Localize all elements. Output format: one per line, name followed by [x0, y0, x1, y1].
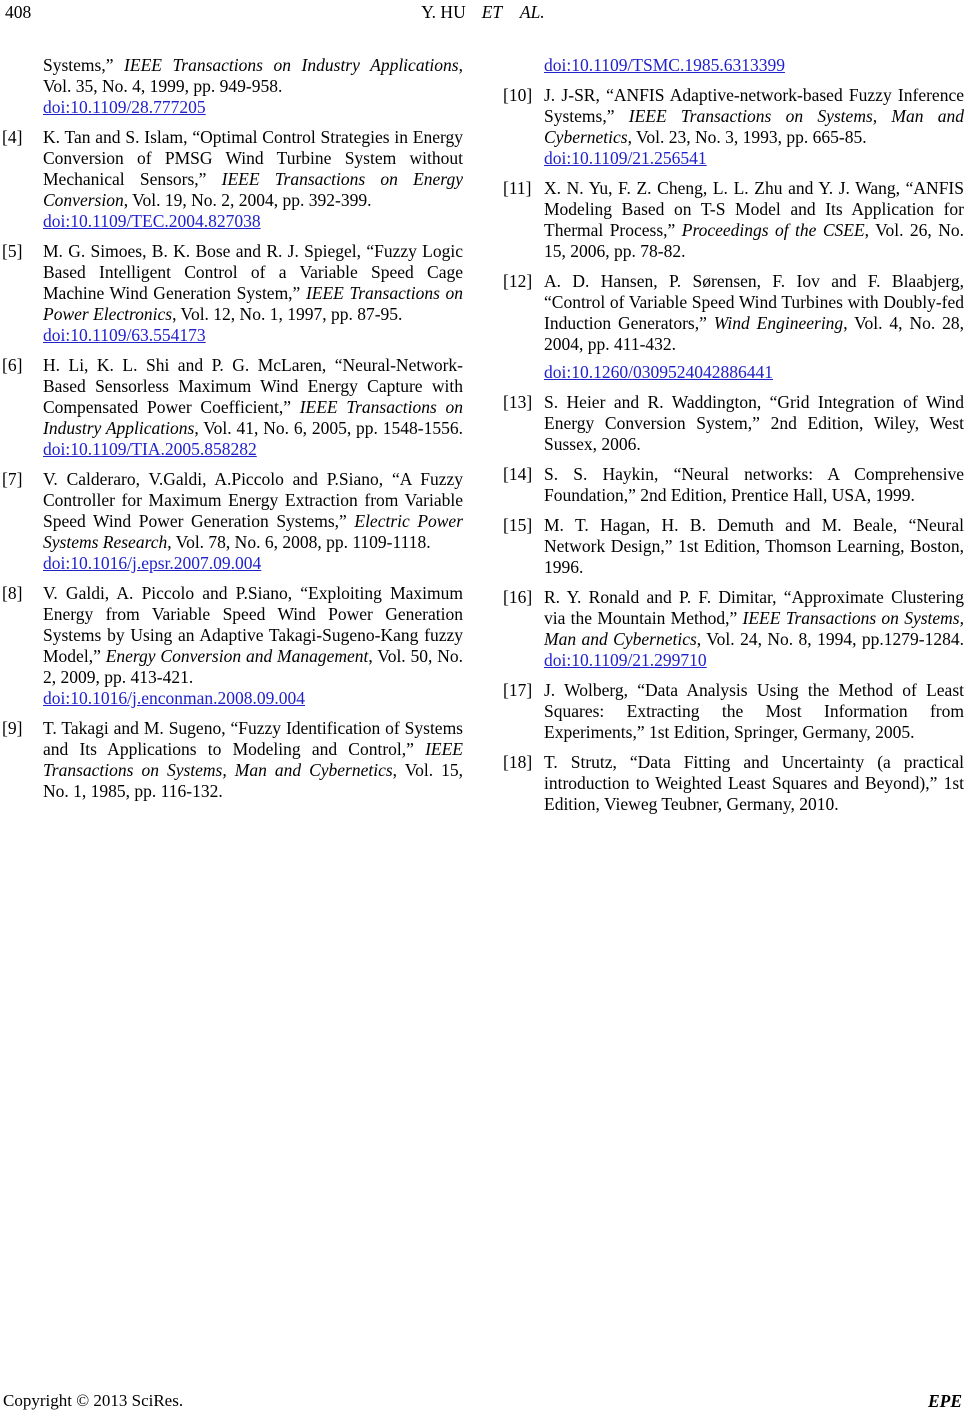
reference-entry — [503, 392, 964, 455]
journal-abbreviation: EPE — [927, 1391, 962, 1411]
journal-title: IEEE Transactions on Energy Conversion — [43, 169, 463, 210]
journal-title: IEEE Transactions on Industry Applications — [43, 397, 463, 438]
reference-number: [9] — [2, 718, 23, 738]
reference-number: [18] — [503, 752, 533, 772]
reference-text: S. S. Haykin, “Neural networks: A Comprehensive Foundation,” 2nd Edition, Prentice Hall, USA, 1999. — [544, 464, 964, 505]
reference-number: [4] — [2, 127, 23, 147]
reference-number: [15] — [503, 515, 533, 535]
reference-text: M. G. Simoes, B. K. Bose and R. J. Spiegel, “Fuzzy Logic Based Intelligent Control of a Variable Speed Cage Machine Wind Generation System,” — [43, 241, 463, 303]
journal-title: IEEE Transactions on Systems, Man and Cybernetics — [544, 608, 964, 649]
reference-entry — [2, 469, 463, 574]
journal-title: IEEE Transactions on Systems, Man and Cybernetics — [43, 739, 463, 780]
journal-title: IEEE Transactions on Power Electronics — [43, 283, 463, 324]
reference-text: , Vol. 19, No. 2, 2004, pp. 392-399. — [123, 190, 372, 210]
running-head — [0, 2, 966, 23]
reference-text: , Vol. 50, No. 2, 2009, pp. 413-421. — [43, 646, 463, 687]
reference-number: [13] — [503, 392, 533, 412]
reference-entry — [2, 127, 463, 232]
reference-text: , Vol. 24, No. 8, 1994, pp.1279-1284. — [696, 629, 964, 649]
doi-link[interactable]: doi:10.1109/TSMC.1985.6313399 — [544, 55, 785, 75]
journal-title: IEEE Transactions on Industry Applications — [124, 55, 459, 75]
reference-text: , Vol. 12, No. 1, 1997, pp. 87-95. — [172, 304, 403, 324]
reference-text: J. J-SR, “ANFIS Adaptive-network-based Fuzzy Inference Systems,” — [544, 85, 964, 126]
doi-link[interactable]: doi:10.1109/63.554173 — [43, 325, 206, 345]
reference-text: T. Takagi and M. Sugeno, “Fuzzy Identification of Systems and Its Applications to Modeling and Control,” — [43, 718, 463, 759]
reference-entry — [2, 55, 463, 118]
references-column-right — [503, 55, 964, 824]
reference-number: [14] — [503, 464, 533, 484]
reference-entry — [2, 241, 463, 346]
reference-text: , Vol. 4, No. 28, 2004, pp. 411-432. — [544, 313, 964, 354]
reference-text: , Vol. 78, No. 6, 2008, pp. 1109-1118. — [167, 532, 431, 552]
reference-entry — [503, 587, 964, 671]
reference-text: Systems,” — [43, 55, 125, 75]
reference-entry — [503, 680, 964, 743]
reference-number: [8] — [2, 583, 23, 603]
reference-entry — [503, 271, 964, 383]
reference-text: , Vol. 23, No. 3, 1993, pp. 665-85. — [627, 127, 867, 147]
reference-entry — [2, 583, 463, 709]
reference-text: H. Li, K. L. Shi and P. G. McLaren, “Neural-Network-Based Sensorless Maximum Wind Energy Capture with Compensated Power Coefficient,” — [43, 355, 463, 417]
reference-number: [16] — [503, 587, 533, 607]
doi-link[interactable]: doi:10.1016/j.enconman.2008.09.004 — [43, 688, 305, 708]
reference-text: T. Strutz, “Data Fitting and Uncertainty (a practical introduction to Weighted Least Squares and Beyond),” 1st Edition, Vieweg Teubner, Germany, 2010. — [544, 752, 964, 814]
doi-link[interactable]: doi:10.1109/21.256541 — [544, 148, 707, 168]
doi-link[interactable]: doi:10.1260/0309524042886441 — [544, 362, 773, 382]
reference-entry — [503, 752, 964, 815]
journal-title: Wind Engineering — [713, 313, 844, 333]
reference-number: [5] — [2, 241, 23, 261]
reference-entry — [2, 718, 463, 802]
reference-entry — [503, 178, 964, 262]
journal-title: Proceedings of the CSEE — [681, 220, 865, 240]
doi-link[interactable]: doi:10.1109/TEC.2004.827038 — [43, 211, 261, 231]
reference-text: , Vol. 41, No. 6, 2005, pp. 1548-1556. — [194, 418, 463, 438]
journal-title: Electric Power Systems Research — [43, 511, 464, 552]
reference-text: A. D. Hansen, P. Sørensen, F. Iov and F. Blaabjerg, “Control of Variable Speed Wind Turbines with Doubly-fed Induction Generators,” — [544, 271, 964, 333]
reference-number: [10] — [503, 85, 533, 105]
reference-text: , Vol. 15, No. 1, 1985, pp. 116-132. — [43, 760, 463, 801]
reference-text: V. Galdi, A. Piccolo and P.Siano, “Exploiting Maximum Energy from Variable Speed Wind Power Generation Systems by Using an Adaptive Takagi-Sugeno-Kang fuzzy Model,” — [43, 583, 463, 666]
reference-text: R. Y. Ronald and P. F. Dimitar, “Approximate Clustering via the Mountain Method,” — [544, 587, 964, 628]
references-column-left — [2, 55, 463, 811]
running-head-etal: ET AL. — [481, 2, 545, 22]
reference-number: [11] — [503, 178, 532, 198]
reference-number: [12] — [503, 271, 533, 291]
page-number: 408 — [5, 2, 32, 22]
doi-link[interactable]: doi:10.1109/28.777205 — [43, 97, 206, 117]
reference-text: J. Wolberg, “Data Analysis Using the Method of Least Squares: Extracting the Most Information from Experiments,” 1st Edition, Springer, Germany, 2005. — [544, 680, 964, 742]
doi-link[interactable]: doi:10.1109/21.299710 — [544, 650, 707, 670]
doi-link[interactable]: doi:10.1109/TIA.2005.858282 — [43, 439, 257, 459]
reference-entry — [2, 355, 463, 460]
journal-title: IEEE Transactions on Systems, Man and Cybernetics — [544, 106, 964, 147]
reference-number: [6] — [2, 355, 23, 375]
reference-number: [7] — [2, 469, 23, 489]
reference-text: M. T. Hagan, H. B. Demuth and M. Beale, “Neural Network Design,” 1st Edition, Thomson Learning, Boston, 1996. — [544, 515, 964, 577]
reference-text: X. N. Yu, F. Z. Cheng, L. L. Zhu and Y. J. Wang, “ANFIS Modeling Based on T-S Model and Its Application for Thermal Process,” — [544, 178, 964, 240]
reference-entry — [503, 464, 964, 506]
reference-text: K. Tan and S. Islam, “Optimal Control Strategies in Energy Conversion of PMSG Wind Turbine System without Mechanical Sensors,” — [43, 127, 463, 189]
reference-entry — [503, 55, 964, 76]
reference-number: [17] — [503, 680, 533, 700]
reference-text: , Vol. 35, No. 4, 1999, pp. 949-958. — [43, 55, 463, 96]
reference-text: S. Heier and R. Waddington, “Grid Integration of Wind Energy Conversion System,” 2nd Edition, Wiley, West Sussex, 2006. — [544, 392, 964, 454]
reference-entry — [503, 515, 964, 578]
doi-link[interactable]: doi:10.1016/j.epsr.2007.09.004 — [43, 553, 262, 573]
footer-copyright: Copyright © 2013 SciRes. — [3, 1391, 184, 1410]
reference-text: , Vol. 26, No. 15, 2006, pp. 78-82. — [544, 220, 964, 261]
reference-entry — [503, 85, 964, 169]
journal-title: Energy Conversion and Management — [105, 646, 369, 666]
running-head-authors: Y. HU — [421, 2, 466, 22]
reference-text: V. Calderaro, V.Galdi, A.Piccolo and P.Siano, “A Fuzzy Controller for Maximum Energy Extraction from Variable Speed Wind Power Generation Systems,” — [43, 469, 463, 531]
